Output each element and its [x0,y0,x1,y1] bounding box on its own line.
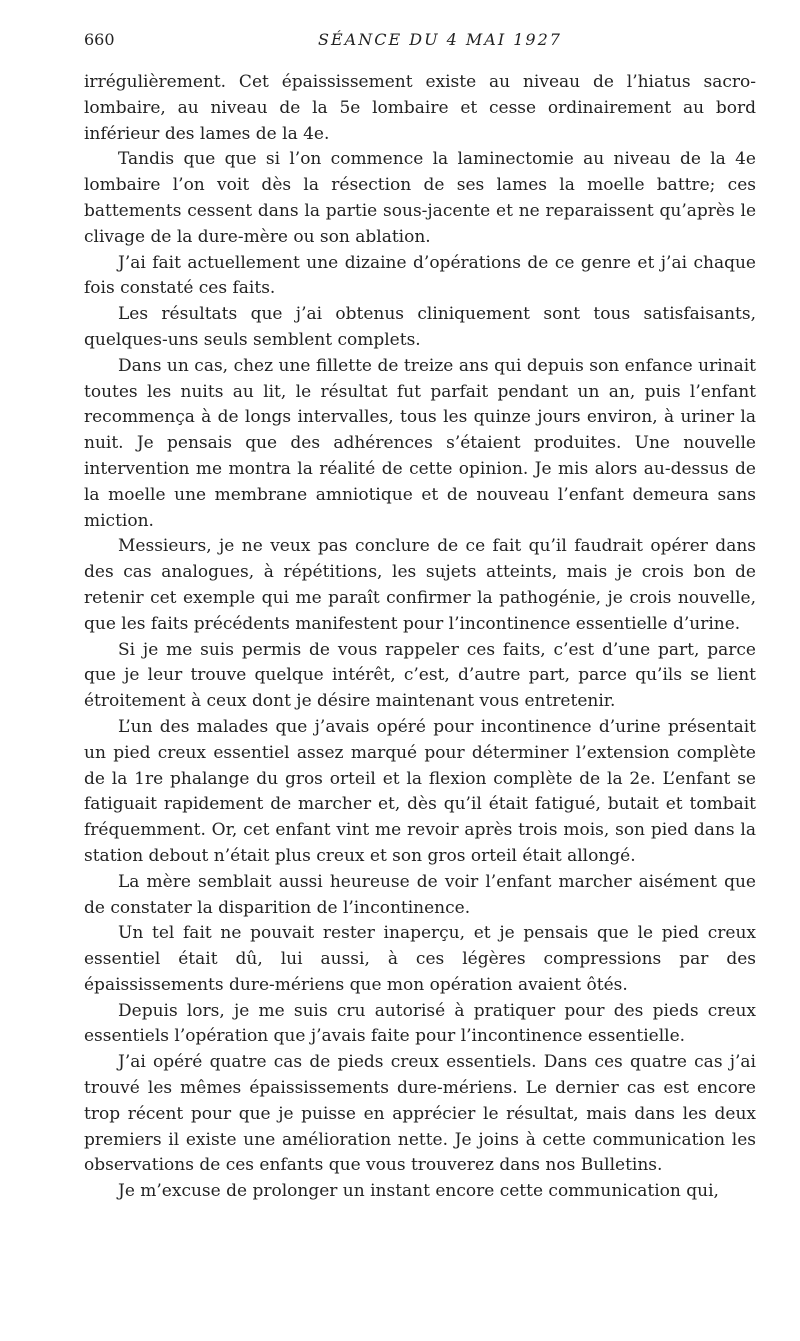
paragraph: Les résultats que j’ai obtenus cliniquement sont tous satisfaisants, quelques-uns seuls semblent complets. [84,304,756,350]
running-head: SÉANCE DU 4 MAI 1927 [318,30,562,49]
paragraph: J’ai opéré quatre cas de pieds creux essentiels. Dans ces quatre cas j’ai trouvé les mêmes épaississements dure-mériens. Le dernier cas est encore trop récent pour que je puisse en apprécier le résultat, mais dans les deux premiers il existe une amélioration nette. Je joins à cette communication les observations de ces enfants que vous trouverez dans nos Bulletins. [84,1052,756,1176]
paragraph: Si je me suis permis de vous rappeler ces faits, c’est d’une part, parce que je leur trouve quelque intérêt, c’est, d’autre part, parce qu’ils se lient étroitement à ceux dont je désire maintenant vous entretenir. [84,639,756,712]
paragraph: Depuis lors, je me suis cru autorisé à pratiquer pour des pieds creux essentiels l’opération que j’avais faite pour l’incontinence essentielle. [84,1000,756,1047]
paragraph: Messieurs, je ne veux pas conclure de ce fait qu’il faudrait opérer dans des cas analogues, à répétitions, les sujets atteints, mais je crois bon de retenir cet exemple qui me paraît confirmer la pathogénie, je crois nouvelle, que les faits précédents manifestent pour l’incontinence essentielle d’urine. [84,536,756,634]
paragraph: Dans un cas, chez une fillette de treize ans qui depuis son enfance urinait toutes les nuits au lit, le résultat fut parfait pendant un an, puis l’enfant recommença à de longs intervalles, tous les quinze jours environ, à uriner la nuit. Je pensais que des adhérences s’étaient produites. Une nouvelle intervention me montra la réalité de cette opinion. Je mis alors au-dessus de la moelle une membrane amniotique et de nouveau l’enfant demeura sans miction. [84,355,756,531]
paragraph: Un tel fait ne pouvait rester inaperçu, et je pensais que le pied creux essentiel était dû, lui aussi, à ces légères compressions par des épaississements dure-mériens que mon opération avaient ôtés. [84,923,756,995]
page-number: 660 [84,30,115,49]
paragraph: J’ai fait actuellement une dizaine d’opérations de ce genre et j’ai chaque fois constaté ces faits. [84,252,756,299]
body-text [84,70,756,1205]
paragraph: Tandis que que si l’on commence la laminectomie au niveau de la 4e lombaire l’on voit dès la résection de ses lames la moelle battre; ces battements cessent dans la partie sous-jacente et ne reparaissent qu’après le clivage de la dure-mère ou son ablation. [84,149,756,247]
paragraph: Je m’excuse de prolonger un instant encore cette communication qui, [118,1181,719,1202]
page-header [84,28,756,52]
paragraph: La mère semblait aussi heureuse de voir l’enfant marcher aisément que de constater la disparition de l’incontinence. [84,871,756,918]
paragraph: irrégulièrement. Cet épaississement existe au niveau de l’hiatus sacro-lombaire, au niveau de la 5e lombaire et cesse ordinairement au bord inférieur des lames de la 4e. [84,72,756,144]
paragraph: L’un des malades que j’avais opéré pour incontinence d’urine présentait un pied creux essentiel assez marqué pour déterminer l’extension complète de la 1re phalange du gros orteil et la flexion complète de la 2e. L’enfant se fatiguait rapidement de marcher et, dès qu’il était fatigué, butait et tombait fréquemment. Or, cet enfant vint me revoir après trois mois, son pied dans la station debout n’était plus creux et son gros orteil était allongé. [84,716,756,866]
